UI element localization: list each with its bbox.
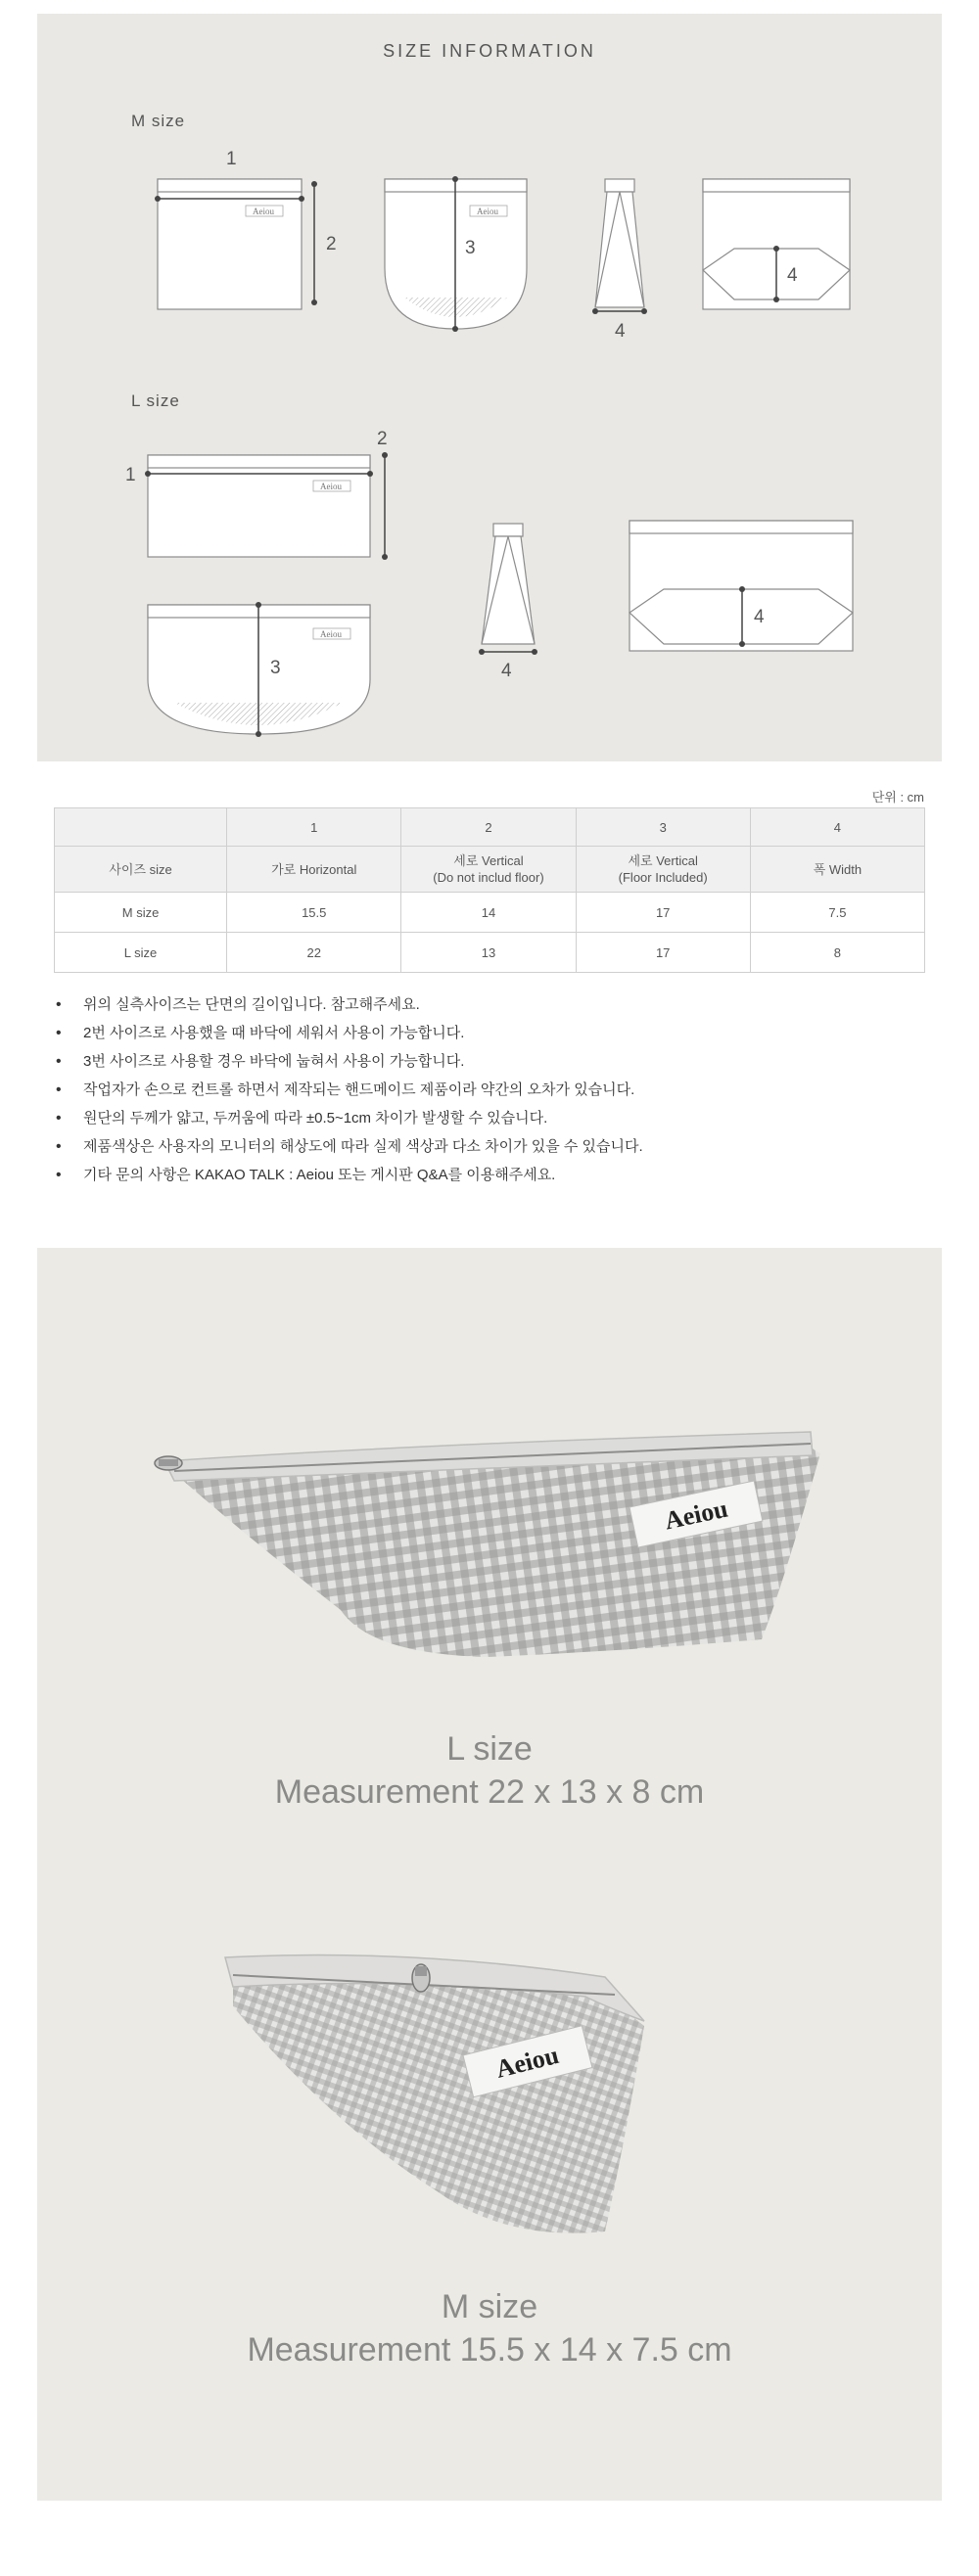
table-header-cell: 3 [576, 808, 750, 847]
l-dim-2: 2 [377, 429, 388, 449]
m-front-diagram [158, 179, 314, 309]
l-size-pouch-photo [135, 1395, 840, 1669]
table-cell: 7.5 [750, 893, 924, 933]
m-front-tag: Aeiou [253, 207, 274, 216]
table-cell: 14 [401, 893, 576, 933]
size-info-heading: SIZE INFORMATION [383, 41, 596, 61]
note-item: • 기타 문의 사항은 KAKAO TALK : Aeiou 또는 게시판 Q&A를 이용해주세요. [54, 1161, 643, 1189]
table-row-label: 사이즈 size [55, 847, 227, 893]
table-header-cell: 1 [227, 808, 401, 847]
l-dim-1: 1 [125, 465, 136, 485]
note-item: • 위의 실측사이즈는 단면의 길이입니다. 참고해주세요. [54, 990, 643, 1019]
m-size-measurement: Measurement 15.5 x 14 x 7.5 cm [247, 2331, 732, 2369]
note-item: • 2번 사이즈로 사용했을 때 바닥에 세워서 사용이 가능합니다. [54, 1019, 643, 1047]
note-item: • 제품색상은 사용자의 모니터의 해상도에 따라 실제 색상과 다소 차이가 있을 수 있습니다. [54, 1132, 643, 1161]
table-row [55, 933, 925, 973]
l-front-diagram [148, 455, 385, 557]
m-size-caption [37, 2285, 942, 2371]
l-side-diagram [148, 605, 370, 734]
notes-list [54, 990, 643, 1189]
table-cell: 13 [401, 933, 576, 973]
l-dim-3: 3 [270, 658, 281, 678]
l-front-tag: Aeiou [320, 482, 342, 491]
table-row [55, 893, 925, 933]
m-dim-2: 2 [326, 234, 337, 254]
note-item: • 원단의 두께가 얇고, 두꺼움에 따라 ±0.5~1cm 차이가 발생할 수 있습니다. [54, 1104, 643, 1132]
l-profile-diagram [482, 524, 535, 652]
table-cell: 17 [576, 933, 750, 973]
table-cell: 22 [227, 933, 401, 973]
m-profile-diagram [595, 179, 644, 311]
table-row-label: L size [55, 933, 227, 973]
product-photo-panel [37, 1248, 942, 2501]
l-size-label-tag: Aeiou [662, 1494, 730, 1536]
table-cell: 세로 Vertical (Floor Included) [576, 847, 750, 893]
m-dim-3: 3 [465, 238, 476, 258]
table-label-row [55, 847, 925, 893]
table-column-header-row [55, 808, 925, 847]
table-header-cell [55, 808, 227, 847]
l-size-caption [37, 1727, 942, 1814]
l-size-name: L size [446, 1730, 533, 1768]
l-gusset-diagram [629, 521, 853, 651]
l-size-label: L size [131, 391, 180, 410]
m-gusset-diagram [703, 179, 850, 309]
m-size-label: M size [131, 112, 186, 130]
size-diagrams [37, 14, 942, 761]
table-cell: 가로 Horizontal [227, 847, 401, 893]
table-row-label: M size [55, 893, 227, 933]
m-dim-4b: 4 [787, 265, 798, 286]
m-side-tag: Aeiou [477, 207, 498, 216]
note-item: • 3번 사이즈로 사용할 경우 바닥에 눕혀서 사용이 가능합니다. [54, 1047, 643, 1076]
table-header-cell: 2 [401, 808, 576, 847]
table-cell: 17 [576, 893, 750, 933]
table-cell: 8 [750, 933, 924, 973]
l-side-tag: Aeiou [320, 629, 342, 639]
table-cell: 폭 Width [750, 847, 924, 893]
note-item: • 작업자가 손으로 컨트롤 하면서 제작되는 핸드메이드 제품이라 약간의 오차가 있습니다. [54, 1076, 643, 1104]
m-side-diagram [385, 179, 527, 329]
table-cell: 세로 Vertical (Do not includ floor) [401, 847, 576, 893]
l-size-measurement: Measurement 22 x 13 x 8 cm [274, 1773, 705, 1811]
table-cell: 15.5 [227, 893, 401, 933]
size-info-panel [37, 14, 942, 761]
unit-label: 단위 : cm [871, 790, 924, 805]
m-dim-4: 4 [615, 321, 626, 342]
table-header-cell: 4 [750, 808, 924, 847]
m-size-name: M size [441, 2288, 538, 2325]
l-dim-4: 4 [501, 661, 512, 681]
size-table [54, 807, 925, 973]
m-dim-1: 1 [226, 149, 237, 169]
l-dim-4b: 4 [754, 607, 765, 627]
m-size-label-tag: Aeiou [492, 2040, 562, 2084]
m-size-pouch-photo [213, 1948, 762, 2251]
